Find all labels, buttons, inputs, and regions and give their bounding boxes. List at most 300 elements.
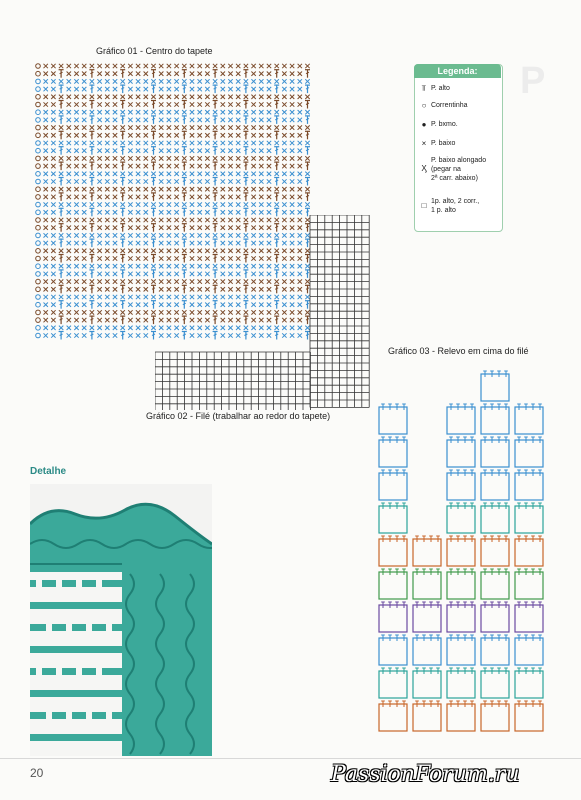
stitch-symbol (128, 303, 132, 307)
stitch-symbol (97, 218, 101, 222)
stitch-symbol (97, 233, 101, 237)
stitch-symbol (290, 125, 294, 129)
stitch-symbol (59, 131, 64, 139)
stitch-symbol (159, 102, 163, 106)
stitch-symbol (105, 318, 109, 322)
stitch-symbol (36, 102, 41, 107)
stitch-symbol (67, 95, 71, 99)
stitch-symbol (305, 147, 310, 155)
stitch-symbol (151, 95, 155, 99)
stitch-symbol (36, 125, 41, 130)
stitch-symbol (105, 333, 109, 337)
stitch-symbol (67, 64, 71, 68)
stitch-symbol (298, 64, 302, 68)
stitch-symbol (259, 149, 263, 153)
ghost-heading-decoration: P (520, 60, 548, 102)
stitch-symbol (113, 125, 117, 129)
stitch-symbol (282, 202, 286, 206)
stitch-symbol (182, 187, 186, 191)
stitch-symbol (67, 187, 71, 191)
stitch-symbol (221, 95, 225, 99)
relief-block (515, 635, 543, 665)
stitch-symbol (59, 79, 63, 83)
stitch-symbol (167, 187, 171, 191)
stitch-symbol (51, 87, 55, 91)
stitch-symbol (67, 264, 71, 268)
stitch-symbol (89, 332, 94, 340)
stitch-symbol (221, 210, 225, 214)
stitch-symbol (121, 172, 125, 176)
stitch-symbol (290, 179, 294, 183)
stitch-symbol (90, 326, 94, 330)
stitch-symbol (182, 95, 186, 99)
stitch-symbol (136, 118, 140, 122)
stitch-symbol (151, 64, 155, 68)
stitch-symbol (121, 156, 125, 160)
stitch-symbol (144, 133, 148, 137)
stitch-symbol (121, 187, 125, 191)
stitch-symbol (213, 85, 218, 93)
stitch-symbol (251, 79, 255, 83)
stitch-symbol (113, 102, 117, 106)
stitch-symbol (259, 202, 263, 206)
stitch-symbol (174, 87, 178, 91)
stitch-symbol (90, 79, 94, 83)
stitch-symbol (267, 118, 271, 122)
stitch-symbol (182, 172, 186, 176)
stitch-symbol (205, 72, 209, 76)
stitch-symbol (67, 256, 71, 260)
stitch-symbol (243, 193, 248, 201)
stitch-symbol (128, 272, 132, 276)
stitch-symbol (82, 326, 86, 330)
stitch-symbol (305, 95, 309, 99)
stitch-symbol (290, 195, 294, 199)
stitch-symbol (105, 172, 109, 176)
stitch-symbol (305, 64, 309, 68)
stitch-symbol (228, 64, 232, 68)
stitch-symbol (136, 195, 140, 199)
stitch-symbol (236, 179, 240, 183)
legend-line: 1p. alto, 2 corr., (430, 198, 480, 205)
stitch-symbol (120, 255, 125, 263)
stitch-symbol (82, 233, 86, 237)
stitch-symbol (82, 287, 86, 291)
stitch-symbol (82, 156, 86, 160)
stitch-symbol (51, 279, 55, 283)
stitch-symbol (267, 125, 271, 129)
stitch-symbol (228, 149, 232, 153)
relief-block (481, 404, 509, 434)
stitch-symbol (236, 72, 240, 76)
stitch-symbol (298, 95, 302, 99)
stitch-symbol (97, 333, 101, 337)
stitch-symbol (74, 156, 78, 160)
stitch-symbol (97, 241, 101, 245)
stitch-symbol (274, 70, 279, 78)
relief-block (515, 503, 543, 533)
stitch-symbol (205, 172, 209, 176)
stitch-symbol (151, 110, 155, 114)
stitch-symbol (251, 164, 255, 168)
stitch-symbol (159, 195, 163, 199)
stitch-symbol (67, 226, 71, 230)
stitch-symbol (144, 233, 148, 237)
stitch-symbol (159, 202, 163, 206)
stitch-symbol (120, 285, 125, 293)
stitch-symbol (120, 316, 125, 324)
stitch-symbol (305, 70, 310, 78)
stitch-symbol (290, 79, 294, 83)
stitch-symbol (198, 156, 202, 160)
stitch-symbol (221, 79, 225, 83)
relief-block (515, 404, 543, 434)
stitch-symbol (44, 133, 48, 137)
stitch-symbol (113, 287, 117, 291)
stitch-symbol (221, 202, 225, 206)
stitch-symbol (128, 226, 132, 230)
stitch-symbol (82, 95, 86, 99)
stitch-symbol (151, 141, 155, 145)
stitch-symbol (243, 116, 248, 124)
stitch-symbol (136, 179, 140, 183)
stitch-symbol (90, 249, 94, 253)
filet-mesh-icon: □ (421, 201, 427, 210)
stitch-symbol (128, 179, 132, 183)
stitch-symbol (105, 110, 109, 114)
stitch-symbol (44, 195, 48, 199)
stitch-symbol (228, 133, 232, 137)
stitch-symbol (89, 70, 94, 78)
stitch-symbol (136, 295, 140, 299)
relief-block (379, 503, 407, 533)
stitch-symbol (82, 272, 86, 276)
stitch-symbol (159, 149, 163, 153)
stitch-symbol (82, 303, 86, 307)
stitch-symbol (144, 156, 148, 160)
stitch-symbol (236, 141, 240, 145)
stitch-symbol (51, 233, 55, 237)
stitch-symbol (282, 187, 286, 191)
stitch-symbol (74, 72, 78, 76)
stitch-symbol (243, 101, 248, 109)
relief-block (379, 635, 407, 665)
stitch-symbol (205, 149, 209, 153)
stitch-symbol (198, 125, 202, 129)
stitch-symbol (174, 110, 178, 114)
stitch-symbol (51, 149, 55, 153)
relief-block (515, 668, 543, 698)
stitch-symbol (82, 72, 86, 76)
stitch-symbol (136, 79, 140, 83)
stitch-symbol (128, 72, 132, 76)
stitch-symbol (151, 162, 156, 170)
stitch-symbol (120, 116, 125, 124)
stitch-symbol (282, 110, 286, 114)
legend-box (414, 64, 503, 232)
stitch-symbol (144, 249, 148, 253)
stitch-symbol (282, 64, 286, 68)
stitch-symbol (167, 149, 171, 153)
stitch-symbol (67, 295, 71, 299)
stitch-symbol (120, 239, 125, 247)
stitch-symbol (167, 195, 171, 199)
stitch-symbol (151, 187, 155, 191)
stitch-symbol (59, 270, 64, 278)
stitch-symbol (205, 187, 209, 191)
stitch-symbol (190, 102, 194, 106)
stitch-symbol (182, 162, 187, 170)
stitch-symbol (221, 187, 225, 191)
stitch-symbol (36, 110, 41, 115)
stitch-symbol (182, 125, 186, 129)
stitch-symbol (36, 264, 41, 269)
stitch-symbol (144, 264, 148, 268)
stitch-symbol (97, 187, 101, 191)
stitch-symbol (74, 102, 78, 106)
stitch-symbol (228, 110, 232, 114)
stitch-symbol (259, 187, 263, 191)
stitch-symbol (221, 133, 225, 137)
stitch-symbol (228, 202, 232, 206)
relief-block (447, 635, 475, 665)
stitch-symbol (44, 149, 48, 153)
stitch-symbol (128, 195, 132, 199)
stitch-symbol (105, 326, 109, 330)
stitch-symbol (182, 156, 186, 160)
stitch-symbol (36, 233, 41, 238)
stitch-symbol (167, 172, 171, 176)
stitch-symbol (144, 272, 148, 276)
stitch-symbol (36, 256, 41, 261)
long-single-crochet-icon: Ӽ (421, 164, 427, 173)
stitch-symbol (82, 249, 86, 253)
stitch-symbol (236, 156, 240, 160)
stitch-symbol (128, 326, 132, 330)
stitch-symbol (105, 279, 109, 283)
stitch-symbol (89, 85, 94, 93)
stitch-symbol (121, 110, 125, 114)
stitch-symbol (182, 79, 186, 83)
stitch-symbol (120, 208, 125, 216)
stitch-symbol (298, 172, 302, 176)
stitch-symbol (113, 64, 117, 68)
stitch-symbol (36, 118, 41, 123)
stitch-symbol (44, 241, 48, 245)
stitch-symbol (74, 310, 78, 314)
stitch-symbol (151, 70, 156, 78)
stitch-symbol (113, 226, 117, 230)
stitch-symbol (51, 187, 55, 191)
stitch-symbol (59, 95, 63, 99)
stitch-symbol (275, 79, 279, 83)
stitch-symbol (290, 202, 294, 206)
stitch-symbol (151, 202, 155, 206)
stitch-symbol (44, 233, 48, 237)
stitch-symbol (274, 162, 279, 170)
stitch-symbol (74, 303, 78, 307)
stitch-symbol (67, 156, 71, 160)
treble-stitch-icon: ⫪ (421, 84, 427, 93)
stitch-symbol (128, 318, 132, 322)
stitch-symbol (190, 164, 194, 168)
stitch-symbol (136, 326, 140, 330)
stitch-symbol (128, 233, 132, 237)
stitch-symbol (228, 102, 232, 106)
stitch-symbol (105, 287, 109, 291)
stitch-symbol (136, 287, 140, 291)
stitch-symbol (267, 172, 271, 176)
stitch-symbol (74, 179, 78, 183)
stitch-symbol (251, 210, 255, 214)
stitch-symbol (59, 125, 63, 129)
stitch-symbol (136, 218, 140, 222)
stitch-symbol (182, 116, 187, 124)
stitch-symbol (113, 118, 117, 122)
stitch-symbol (59, 218, 63, 222)
stitch-symbol (128, 295, 132, 299)
stitch-symbol (36, 164, 41, 169)
stitch-symbol (120, 70, 125, 78)
stitch-symbol (113, 326, 117, 330)
stitch-symbol (36, 272, 41, 277)
stitch-symbol (151, 125, 155, 129)
stitch-symbol (190, 179, 194, 183)
stitch-symbol (244, 202, 248, 206)
stitch-symbol (59, 178, 64, 186)
stitch-symbol (74, 333, 78, 337)
stitch-symbol (198, 195, 202, 199)
stitch-symbol (282, 95, 286, 99)
stitch-symbol (282, 79, 286, 83)
stitch-symbol (74, 264, 78, 268)
stitch-symbol (121, 279, 125, 283)
stitch-symbol (44, 187, 48, 191)
stitch-symbol (259, 110, 263, 114)
stitch-symbol (182, 141, 186, 145)
stitch-symbol (128, 110, 132, 114)
stitch-symbol (113, 333, 117, 337)
stitch-symbol (105, 125, 109, 129)
stitch-symbol (128, 310, 132, 314)
stitch-symbol (113, 256, 117, 260)
stitch-symbol (167, 102, 171, 106)
stitch-symbol (105, 141, 109, 145)
stitch-symbol (213, 156, 217, 160)
stitch-symbol (213, 116, 218, 124)
stitch-symbol (267, 64, 271, 68)
stitch-symbol (205, 156, 209, 160)
stitch-symbol (251, 202, 255, 206)
stitch-symbol (236, 164, 240, 168)
stitch-symbol (97, 95, 101, 99)
stitch-symbol (90, 110, 94, 114)
stitch-symbol (44, 179, 48, 183)
stitch-symbol (44, 141, 48, 145)
stitch-symbol (290, 64, 294, 68)
stitch-symbol (97, 102, 101, 106)
stitch-symbol (144, 226, 148, 230)
stitch-symbol (244, 141, 248, 145)
stitch-symbol (44, 164, 48, 168)
stitch-symbol (236, 210, 240, 214)
stitch-symbol (36, 318, 41, 323)
stitch-symbol (120, 178, 125, 186)
stitch-symbol (74, 172, 78, 176)
stitch-symbol (74, 272, 78, 276)
stitch-symbol (151, 79, 155, 83)
stitch-symbol (82, 179, 86, 183)
stitch-symbol (136, 141, 140, 145)
stitch-symbol (236, 125, 240, 129)
stitch-symbol (67, 141, 71, 145)
stitch-symbol (305, 162, 310, 170)
stitch-symbol (51, 125, 55, 129)
stitch-symbol (174, 202, 178, 206)
stitch-symbol (89, 270, 94, 278)
stitch-symbol (128, 172, 132, 176)
stitch-symbol (90, 141, 94, 145)
stitch-symbol (305, 116, 310, 124)
stitch-symbol (144, 64, 148, 68)
stitch-symbol (105, 95, 109, 99)
stitch-symbol (290, 172, 294, 176)
stitch-symbol (174, 210, 178, 214)
stitch-symbol (221, 102, 225, 106)
stitch-symbol (236, 95, 240, 99)
stitch-symbol (305, 202, 309, 206)
stitch-symbol (228, 95, 232, 99)
stitch-symbol (282, 179, 286, 183)
stitch-symbol (128, 118, 132, 122)
relief-block (447, 668, 475, 698)
stitch-symbol (82, 102, 86, 106)
stitch-symbol (97, 195, 101, 199)
stitch-symbol (190, 87, 194, 91)
stitch-symbol (228, 79, 232, 83)
stitch-symbol (74, 110, 78, 114)
stitch-symbol (275, 141, 279, 145)
stitch-symbol (97, 79, 101, 83)
stitch-symbol (51, 202, 55, 206)
stitch-symbol (267, 87, 271, 91)
stitch-symbol (298, 179, 302, 183)
stitch-symbol (236, 79, 240, 83)
stitch-symbol (198, 187, 202, 191)
stitch-symbol (44, 202, 48, 206)
stitch-symbol (144, 256, 148, 260)
chart1-title: Gráfico 01 - Centro do tapete (96, 46, 213, 56)
stitch-symbol (236, 202, 240, 206)
stitch-symbol (213, 178, 218, 186)
stitch-symbol (90, 125, 94, 129)
stitch-symbol (59, 141, 63, 145)
stitch-symbol (121, 233, 125, 237)
legend-item-label: P. baixo (430, 140, 456, 147)
stitch-symbol (259, 164, 263, 168)
stitch-symbol (74, 87, 78, 91)
stitch-symbol (167, 164, 171, 168)
relief-block (481, 602, 509, 632)
stitch-symbol (105, 64, 109, 68)
stitch-symbol (105, 272, 109, 276)
stitch-symbol (36, 87, 41, 92)
stitch-symbol (275, 156, 279, 160)
legend-item-chain (419, 101, 468, 110)
stitch-symbol (74, 210, 78, 214)
stitch-symbol (136, 172, 140, 176)
stitch-symbol (244, 156, 248, 160)
